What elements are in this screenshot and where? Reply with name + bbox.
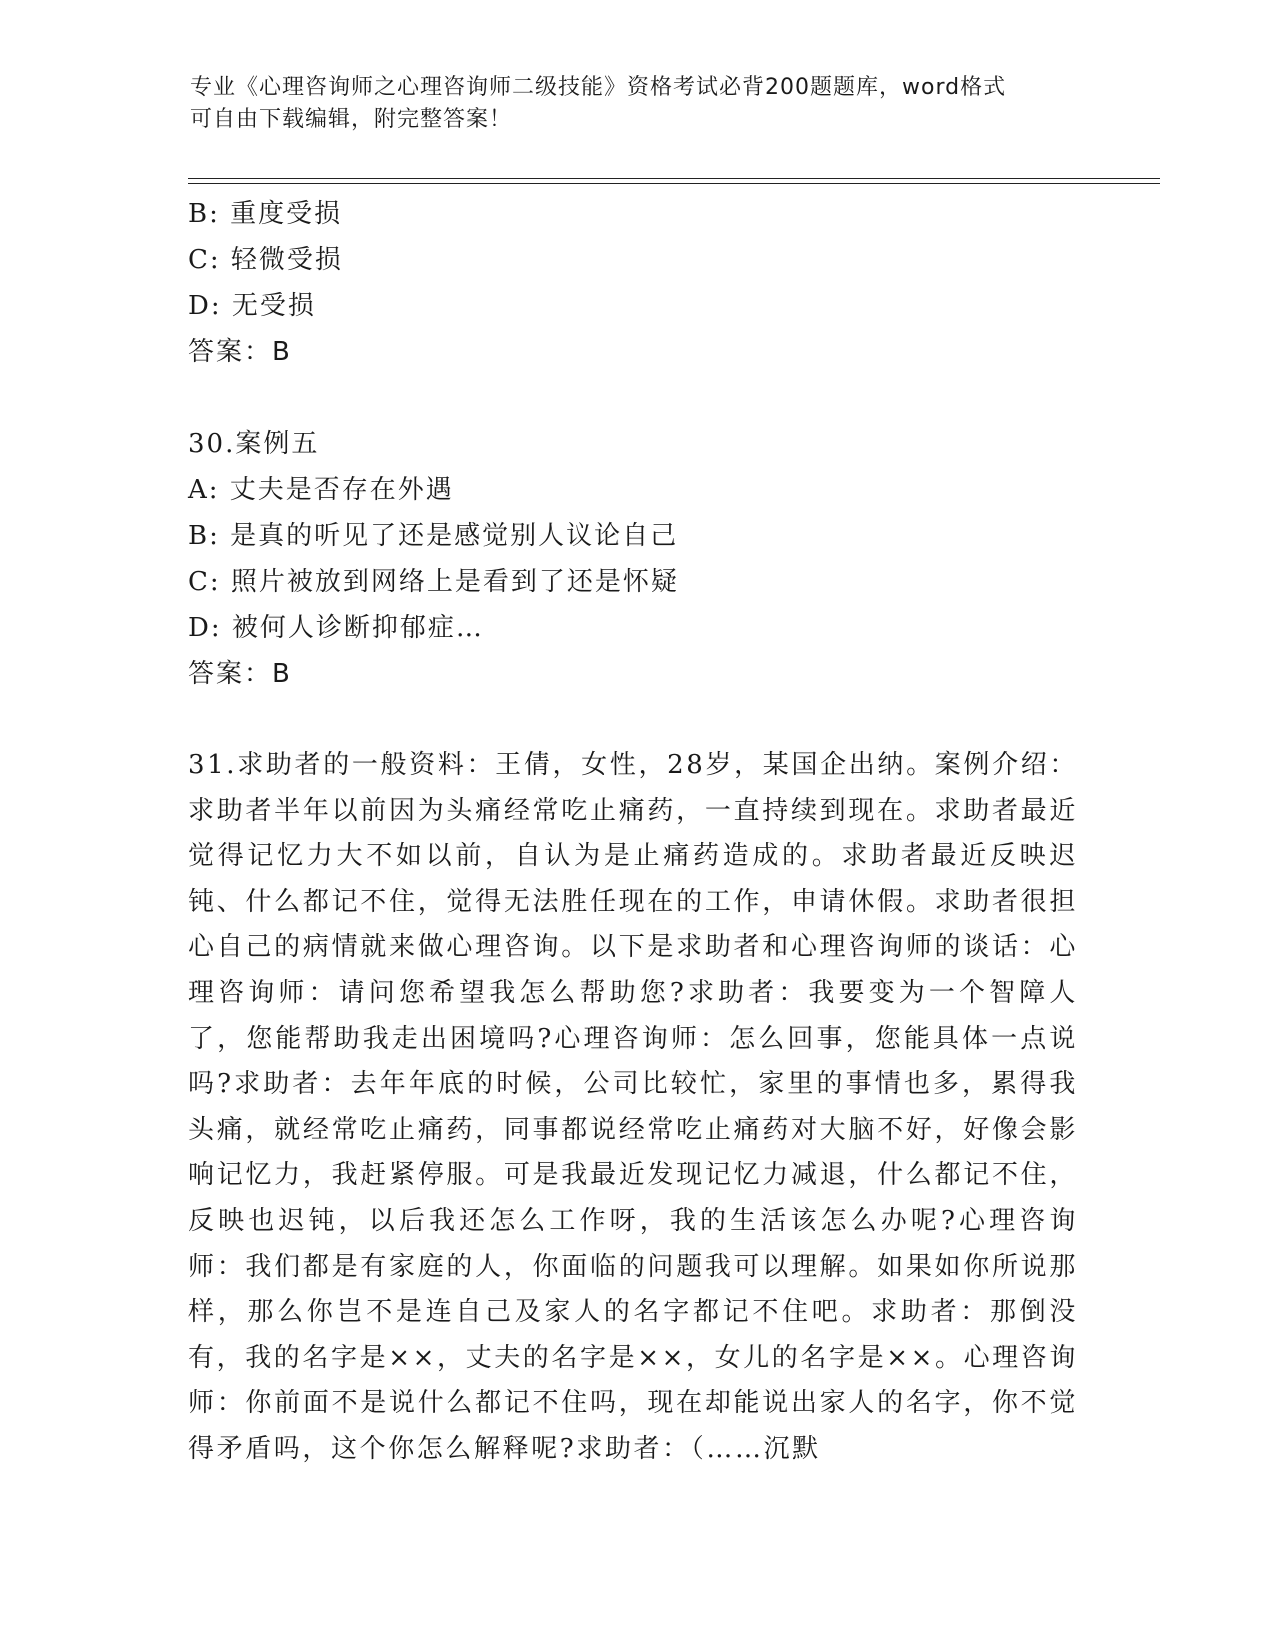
spacer bbox=[188, 697, 1088, 743]
header-divider-bottom bbox=[188, 183, 1160, 184]
page-header bbox=[190, 72, 1090, 136]
question-31-block bbox=[188, 743, 1088, 1473]
answer-line: 答案：B bbox=[188, 659, 292, 689]
option-c: C: 照片被放到网络上是看到了还是怀疑 bbox=[188, 567, 679, 597]
question-29-block bbox=[188, 191, 1088, 375]
option-a: A: 丈夫是否存在外遇 bbox=[188, 475, 454, 505]
answer-line: 答案：B bbox=[188, 337, 292, 367]
header-line-2: 可自由下载编辑，附完整答案！ bbox=[190, 107, 513, 132]
spacer bbox=[188, 375, 1088, 421]
document-body bbox=[188, 191, 1088, 1473]
question-title: 30.案例五 bbox=[188, 429, 320, 459]
header-divider-top bbox=[188, 178, 1160, 179]
option-b: B: 是真的听见了还是感觉别人议论自己 bbox=[188, 521, 679, 551]
option-c: C: 轻微受损 bbox=[188, 245, 343, 275]
option-d: D: 无受损 bbox=[188, 291, 316, 321]
option-d: D: 被何人诊断抑郁症… bbox=[188, 613, 484, 643]
question-30-block bbox=[188, 421, 1088, 697]
option-b: B: 重度受损 bbox=[188, 199, 343, 229]
header-line-1: 专业《心理咨询师之心理咨询师二级技能》资格考试必背200题题库，word格式 bbox=[190, 75, 1007, 100]
question-31-text: 31.求助者的一般资料：王倩，女性，28岁，某国企出纳。案例介绍：求助者半年以前因为头痛经常吃止痛药，一直持续到现在。求助者最近觉得记忆力大不如以前，自认为是止痛药造成的。求助者最近反映迟钝、什么都记不住，觉得无法胜任现在的工作，申请休假。求助者很担心自己的病情就来做心理咨询。以下是求助者和心理咨询师的谈话：心理咨询师：请问您希望我怎么帮助您?求助者：我要变为一个智障人了，您能帮助我走出困境吗?心理咨询师：怎么回事，您能具体一点说吗?求助者：去年年底的时候，公司比较忙，家里的事情也多，累得我头痛，就经常吃止痛药，同事都说经常吃止痛药对大脑不好，好像会影响记忆力，我赶紧停服。可是我最近发现记忆力减退，什么都记不住，反映也迟钝，以后我还怎么工作呀，我的生活该怎么办呢?心理咨询师：我们都是有家庭的人，你面临的问题我可以理解。如果如你所说那样，那么你岂不是连自己及家人的名字都记不住吧。求助者：那倒没有，我的名字是××，丈夫的名字是××，女儿的名字是××。心理咨询师：你前面不是说什么都记不住吗，现在却能说出家人的名字，你不觉得矛盾吗，这个你怎么解释呢?求助者：（……沉默 bbox=[188, 750, 1078, 1464]
